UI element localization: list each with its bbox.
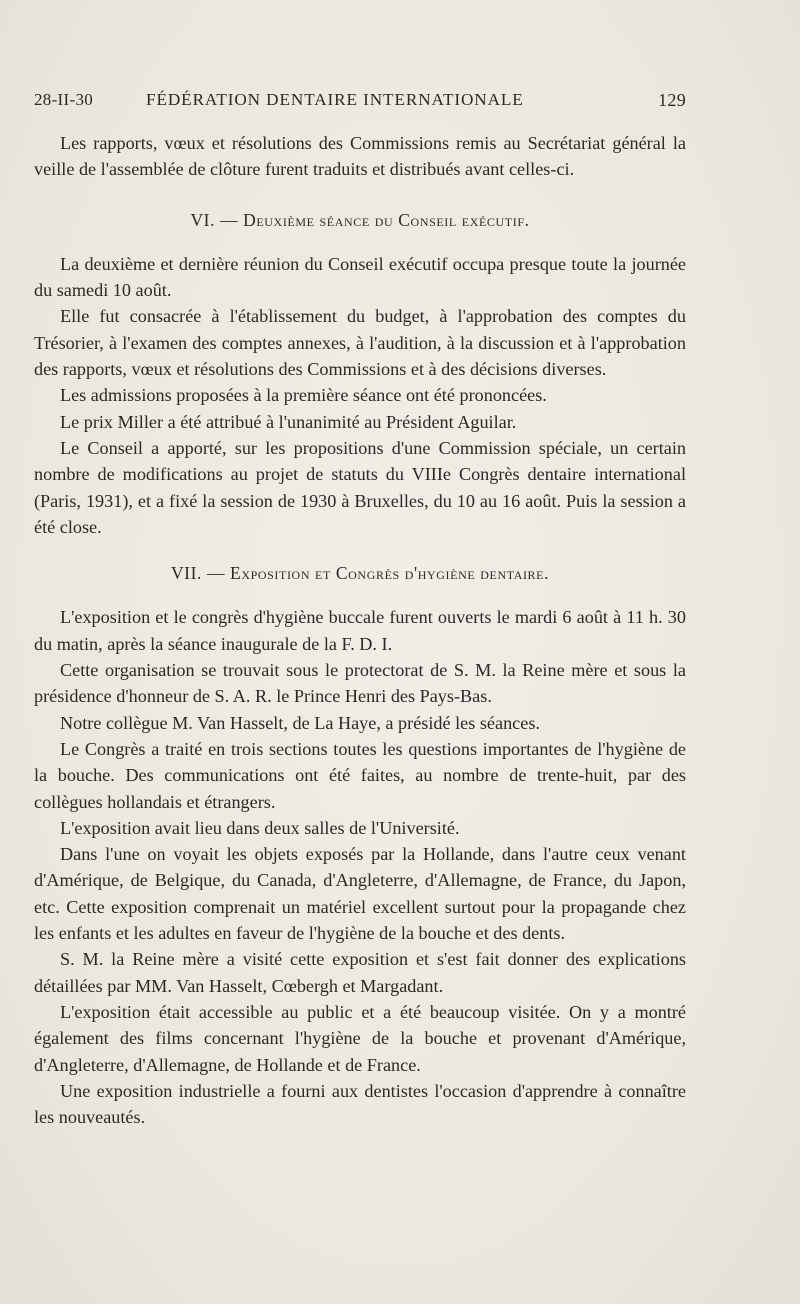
paragraph: Les admissions proposées à la première séance ont été prononcées. [60, 385, 547, 406]
paragraph: L'exposition avait lieu dans deux salles de l'Université. [60, 817, 460, 838]
paragraph: Notre collègue M. Van Hasselt, de La Haye, a présidé les séances. [60, 712, 540, 733]
body-text [34, 130, 686, 1130]
section-heading-vi: VI. — Deuxième séance du Conseil exécutif. [190, 209, 530, 230]
page-number: 129 [658, 90, 686, 110]
paragraph: Dans l'une on voyait les objets exposés par la Hollande, dans l'autre ceux venant d'Amérique, de Belgique, du Canada, d'Angleterre, d'Allemagne, de France, du Japon, etc. Cette exposition comprenait un matériel excellent surtout pour la propagande chez les enfants et les adultes en faveur de l'hygiène de la bouche et des dents. [34, 844, 686, 944]
section-heading-vii: VII. — Exposition et Congrès d'hygiène dentaire. [170, 563, 550, 584]
paragraph: S. M. la Reine mère a visité cette exposition et s'est fait donner des explications détaillées par MM. Van Hasselt, Cœbergh et Margadant. [34, 949, 686, 996]
paragraph: Une exposition industrielle a fourni aux dentistes l'occasion d'apprendre à connaître les nouveautés. [34, 1080, 686, 1128]
paragraph: Le Congrès a traité en trois sections toutes les questions importantes de l'hygiène de la bouche. Des communications ont été faites, au nombre de trente-huit, par des collègues hollandais et étrangers. [34, 738, 686, 812]
paragraph: Elle fut consacrée à l'établissement du budget, à l'approbation des comptes du Trésorier, à l'examen des comptes annexes, à l'audition, à la discussion et à l'approbation des rapports, vœux et résolutions des Commissions et à des décisions diverses. [34, 306, 686, 380]
paragraph: Cette organisation se trouvait sous le protectorat de S. M. la Reine mère et sous la présidence d'honneur de S. A. R. le Prince Henri des Pays-Bas. [34, 660, 686, 707]
paragraph: Le prix Miller a été attribué à l'unanimité au Président Aguilar. [60, 411, 517, 432]
running-header [34, 90, 686, 116]
header-date: 28-II-30 [34, 90, 94, 109]
paragraph-intro: Les rapports, vœux et résolutions des Commissions remis au Secrétariat général la veille de l'assemblée de clôture furent traduits et distribués avant celles-ci. [34, 133, 686, 180]
paragraph: Le Conseil a apporté, sur les propositions d'une Commission spéciale, un certain nombre de modifications au projet de statuts du VIIIe Congrès dentaire international (Paris, 1931), et a fixé la session de 1930 à Bruxelles, du 10 au 16 août. Puis la session a été close. [34, 437, 686, 537]
paragraph: L'exposition et le congrès d'hygiène buccale furent ouverts le mardi 6 août à 11 h. 30 du matin, après la séance inaugurale de la F. D. I. [34, 607, 686, 654]
paragraph: La deuxième et dernière réunion du Conseil exécutif occupa presque toute la journée du samedi 10 août. [34, 253, 686, 301]
running-title: FÉDÉRATION DENTAIRE INTERNATIONALE [146, 90, 524, 109]
paragraph: L'exposition était accessible au public et a été beaucoup visitée. On y a montré également des films concernant l'hygiène de la bouche et provenant d'Amérique, d'Angleterre, d'Allemagne, de Hollande et de France. [34, 1001, 686, 1075]
